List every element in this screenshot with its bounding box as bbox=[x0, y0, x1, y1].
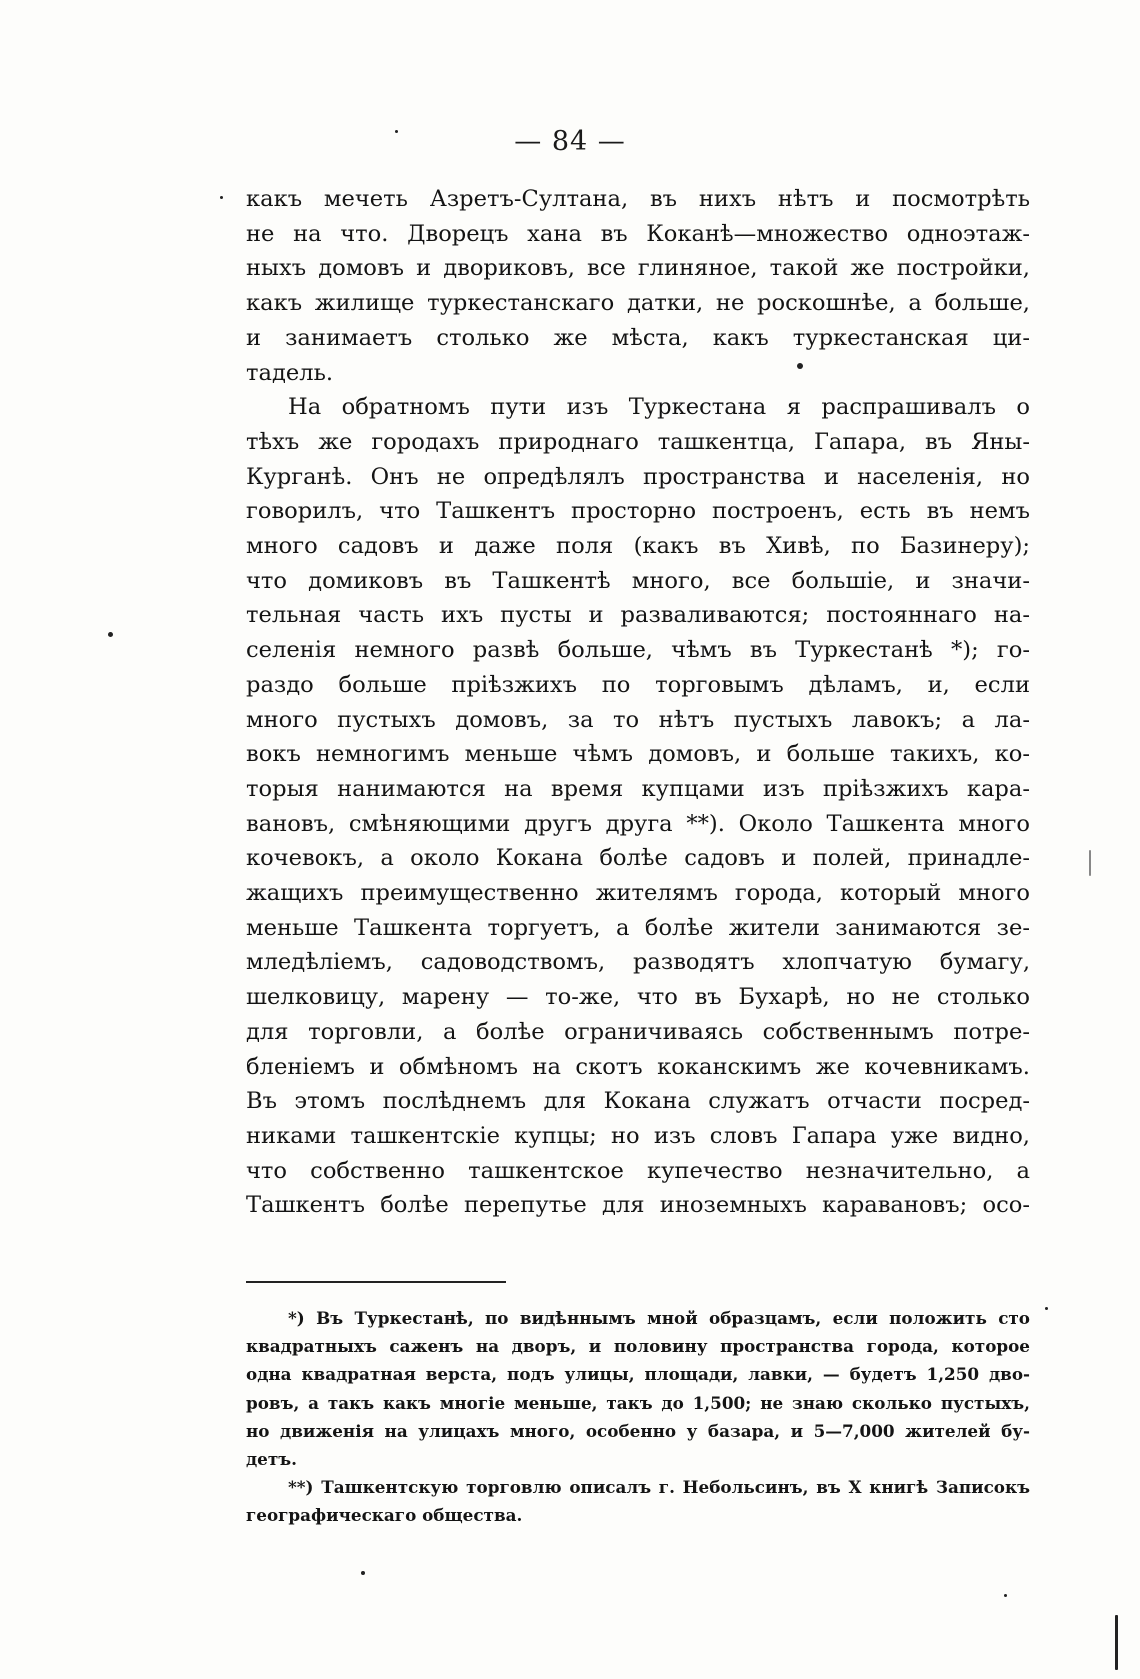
text-line: шелковицу, марену — то-же, что въ Бухарѣ, но не столько bbox=[246, 984, 1030, 1011]
text-line: ныхъ домовъ и двориковъ, все глиняное, такой же постройки, bbox=[246, 255, 1030, 282]
text-line: какъ мечеть Азретъ-Султана, въ нихъ нѣтъ и посмотрѣть bbox=[246, 186, 1030, 212]
scan-speck bbox=[1045, 1307, 1048, 1310]
text-line: селенія немного развѣ больше, чѣмъ въ Туркестанѣ *); го- bbox=[246, 637, 1030, 664]
text-line: раздо больше пріѣзжихъ по торговымъ дѣламъ, и, если bbox=[246, 671, 1030, 698]
text-line: говорилъ, что Ташкентъ просторно построенъ, есть въ немъ bbox=[246, 498, 1030, 525]
footnote-line: но движенія на улицахъ много, особенно у базара, и 5—7,000 жителей бу- bbox=[246, 1420, 1030, 1441]
footnotes bbox=[246, 1304, 1030, 1530]
page-number: — 84 — bbox=[514, 126, 626, 157]
text-line: жащихъ преимущественно жителямъ города, который много bbox=[246, 880, 1030, 907]
footnote-line: *) Въ Туркестанѣ, по видѣннымъ мной образцамъ, если положить сто bbox=[288, 1308, 1030, 1328]
text-line: не на что. Дворецъ хана въ Коканѣ—множество одноэтаж- bbox=[246, 220, 1030, 247]
main-text bbox=[246, 182, 1030, 1223]
text-line: вокъ немногимъ меньше чѣмъ домовъ, и больше такихъ, ко- bbox=[246, 741, 1030, 768]
text-line: На обратномъ пути изъ Туркестана я распрашивалъ о bbox=[288, 394, 1030, 421]
text-line: бленіемъ и обмѣномъ на скотъ коканскимъ же кочевникамъ. bbox=[246, 1053, 1030, 1080]
footnote-line: ровъ, а такъ какъ многіе меньше, такъ до 1,500; не знаю сколько пустыхъ, bbox=[246, 1392, 1030, 1413]
text-line: много пустыхъ домовъ, за то нѣтъ пустыхъ лавокъ; а ла- bbox=[246, 706, 1030, 733]
footnote-line: квадратныхъ саженъ на дворъ, и половину пространства города, которое bbox=[246, 1336, 1030, 1357]
text-line: для торговли, а болѣе ограничиваясь собственнымъ потре- bbox=[246, 1018, 1030, 1045]
scan-speck bbox=[1089, 850, 1091, 876]
scan-speck bbox=[108, 632, 113, 637]
text-line: что домиковъ въ Ташкентѣ много, все большіе, и значи- bbox=[246, 567, 1030, 594]
text-line: много садовъ и даже поля (какъ въ Хивѣ, по Базинеру); bbox=[246, 533, 1030, 560]
text-line: что собственно ташкентское купечество незначительно, а bbox=[246, 1157, 1030, 1184]
scan-speck bbox=[395, 130, 398, 133]
text-line: Курганѣ. Онъ не опредѣлялъ пространства и населенія, но bbox=[246, 463, 1030, 490]
footnote-line: географическаго общества. bbox=[246, 1505, 523, 1526]
scan-speck bbox=[797, 363, 803, 369]
scan-speck bbox=[1004, 1594, 1007, 1597]
text-line: тѣхъ же городахъ природнаго ташкентца, Гапара, въ Яны- bbox=[246, 428, 1030, 455]
text-line: тадель. bbox=[246, 359, 334, 386]
footnote-line: одна квадратная верста, подъ улицы, площади, лавки, — будетъ 1,250 дво- bbox=[246, 1364, 1030, 1385]
text-line: кочевокъ, а около Кокана болѣе садовъ и полей, принадле- bbox=[246, 845, 1030, 872]
text-line: тельная часть ихъ пусты и разваливаются; постояннаго на- bbox=[246, 602, 1030, 629]
text-line: какъ жилище туркестанскаго датки, не роскошнѣе, а больше, bbox=[246, 290, 1030, 317]
scan-speck bbox=[1115, 1615, 1118, 1670]
text-line: торыя нанимаются на время купцами изъ пріѣзжихъ кара- bbox=[246, 775, 1030, 802]
footnote-line: **) Ташкентскую торговлю описалъ г. Небольсинъ, въ X книгѣ Записокъ bbox=[288, 1477, 1030, 1498]
footnote-line: детъ. bbox=[246, 1449, 297, 1470]
text-line: и занимаетъ столько же мѣста, какъ туркестанская ци- bbox=[246, 324, 1030, 351]
text-line: Ташкентъ болѣе перепутье для иноземныхъ каравановъ; осо- bbox=[246, 1192, 1030, 1219]
text-line: вановъ, смѣняющими другъ друга **). Около Ташкента много bbox=[246, 810, 1030, 837]
text-line: меньше Ташкента торгуетъ, а болѣе жители занимаются зе- bbox=[246, 914, 1030, 941]
text-line: мледѣліемъ, садоводствомъ, разводятъ хлопчатую бумагу, bbox=[246, 949, 1030, 976]
scan-speck bbox=[361, 1571, 365, 1575]
text-line: никами ташкентскіе купцы; но изъ словъ Гапара уже видно, bbox=[246, 1122, 1030, 1149]
scan-speck bbox=[220, 196, 223, 199]
footnote-separator bbox=[246, 1281, 506, 1283]
text-line: Въ этомъ послѣднемъ для Кокана служатъ отчасти посред- bbox=[246, 1088, 1030, 1115]
